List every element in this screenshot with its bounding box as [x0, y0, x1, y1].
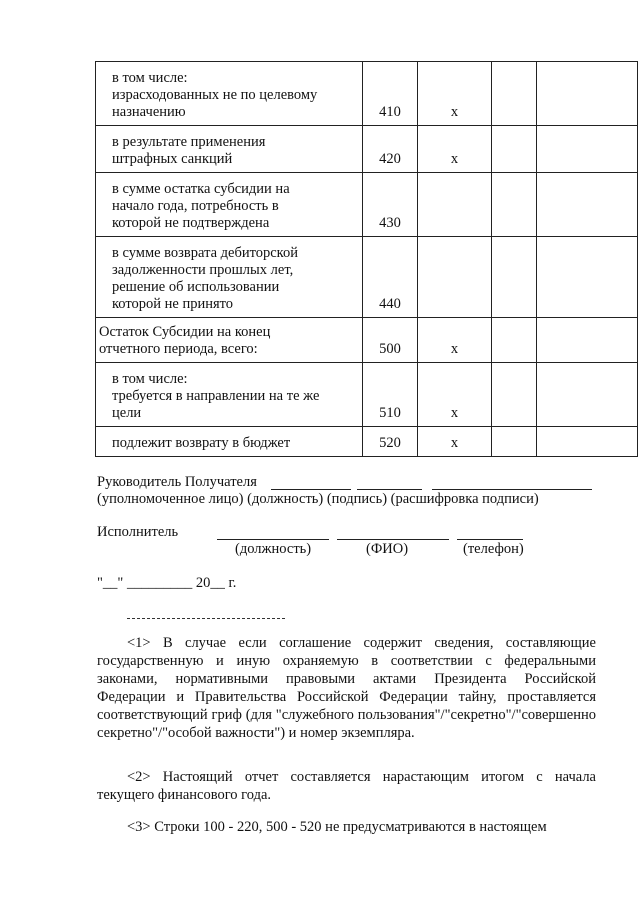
row-empty-cell [492, 62, 537, 126]
table-row [96, 126, 638, 173]
row-empty-cell [492, 318, 537, 363]
executor-position-line [217, 539, 329, 540]
table-row [96, 363, 638, 427]
row-name-cell: в результате применения штрафных санкций [96, 126, 363, 173]
footnote-3 [97, 818, 596, 836]
row-code-cell: 500 [363, 318, 418, 363]
row-name-cell: в том числе: израсходованных не по целевому назначению [96, 62, 363, 126]
footnote-3-text: <3> Строки 100 - 220, 500 - 520 не предусматриваются в настоящем [127, 819, 547, 835]
row-name-cell: в том числе: требуется в направлении на те же цели [96, 363, 363, 427]
footnote-2-text: <2> Настоящий отчет составляется нарастающим итогом с начала текущего финансового года. [97, 769, 596, 803]
table-row [96, 427, 638, 457]
row-name-cell: в сумме возврата дебиторской задолженности прошлых лет, решение об использовании которой не принято [96, 237, 363, 318]
footnote-1 [97, 634, 596, 742]
row-empty-cell [537, 173, 638, 237]
row-empty-cell [537, 318, 638, 363]
row-code-cell: 520 [363, 427, 418, 457]
subsidy-report-table [95, 61, 638, 457]
table-row [96, 173, 638, 237]
row-mark-cell: х [418, 427, 492, 457]
table-row [96, 237, 638, 318]
footnote-1-text: <1> В случае если соглашение содержит сведения, составляющие государственную и иную охраняемую в соответствии с федеральными законами, нормативными правовыми актами Президента Российской Федерации и Правительства Российской Федерации тайну, проставляется соответствующий гриф (для "служебного пользования"/"секретно"/"совершенно секретно"/"особой важности") и номер экземпляра. [97, 635, 596, 741]
head-name-line [432, 489, 592, 490]
executor-label: Исполнитель [97, 524, 179, 540]
row-code-cell: 510 [363, 363, 418, 427]
row-empty-cell [537, 126, 638, 173]
executor-caption-position: (должность) [235, 541, 312, 557]
executor-phone-line [457, 539, 523, 540]
table-row [96, 318, 638, 363]
date-line: "__" _________ 20__ г. [97, 575, 237, 591]
footnote-2 [97, 768, 596, 804]
row-empty-cell [537, 427, 638, 457]
head-caption: (уполномоченное лицо) (должность) (подпись) (расшифровка подписи) [97, 491, 539, 507]
row-mark-cell: х [418, 126, 492, 173]
row-mark-cell: х [418, 62, 492, 126]
row-empty-cell [492, 363, 537, 427]
row-name-cell: в сумме остатка субсидии на начало года, потребность в которой не подтверждена [96, 173, 363, 237]
row-code-cell: 420 [363, 126, 418, 173]
head-label: Руководитель Получателя [97, 474, 257, 490]
row-name-cell: Остаток Субсидии на конец отчетного периода, всего: [96, 318, 363, 363]
row-empty-cell [537, 237, 638, 318]
row-code-cell: 430 [363, 173, 418, 237]
row-code-cell: 440 [363, 237, 418, 318]
head-signature-line [357, 489, 422, 490]
footnote-separator [127, 618, 285, 619]
row-empty-cell [537, 62, 638, 126]
row-code-cell: 410 [363, 62, 418, 126]
row-empty-cell [492, 173, 537, 237]
table-row [96, 62, 638, 126]
executor-caption-name: (ФИО) [366, 541, 409, 557]
executor-caption-phone: (телефон) [463, 541, 524, 557]
head-position-line [271, 489, 351, 490]
row-empty-cell [492, 126, 537, 173]
row-mark-cell: х [418, 363, 492, 427]
executor-name-line [337, 539, 449, 540]
row-name-cell: подлежит возврату в бюджет [96, 427, 363, 457]
row-mark-cell [418, 237, 492, 318]
row-mark-cell [418, 173, 492, 237]
row-empty-cell [537, 363, 638, 427]
row-mark-cell: х [418, 318, 492, 363]
row-empty-cell [492, 427, 537, 457]
row-empty-cell [492, 237, 537, 318]
